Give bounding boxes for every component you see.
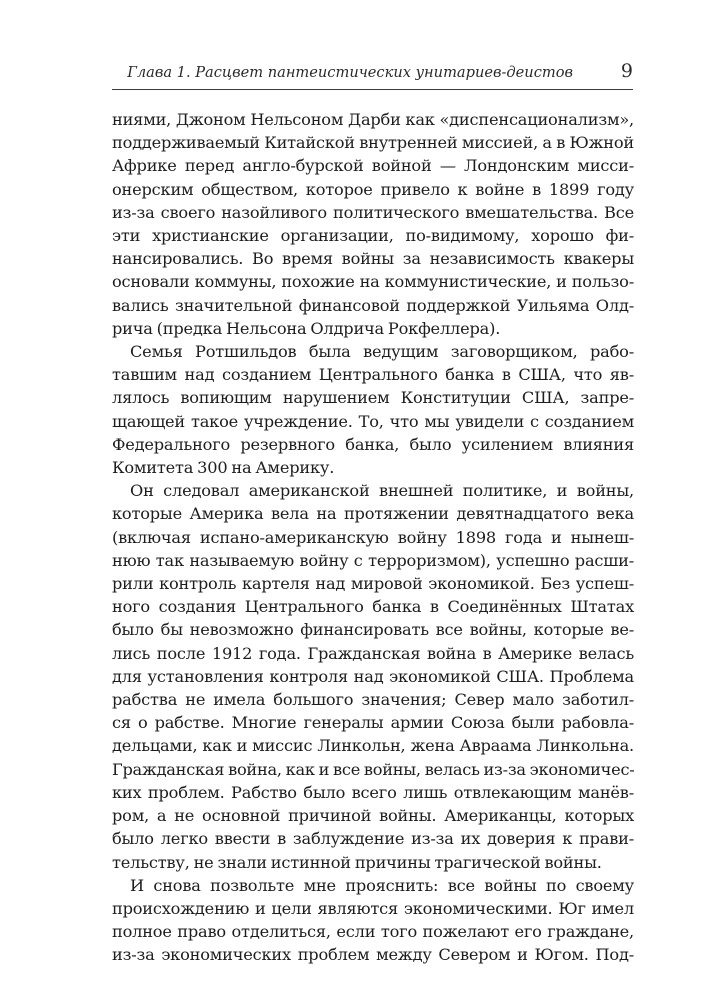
text-line: Комитета 300 на Америку. [112, 458, 335, 478]
text-line: ром, а не основной причиной войны. Американцы, которых [112, 806, 634, 826]
text-line: Гражданская война, как и все войны, велась из-за экономичес- [112, 759, 635, 779]
text-line: из-за своего назойливого политического вмешательства. Все [112, 202, 634, 222]
text-line: рича (предка Нельсона Олдрича Рокфеллера). [112, 318, 501, 338]
text-line: Он следовал американской внешней политике, и войны, [130, 481, 634, 501]
page-number: 9 [620, 60, 633, 82]
text-line: тельству, не знали истинной причины трагической войны. [112, 852, 602, 872]
text-line: рабства не имела большого значения; Север мало заботил- [112, 690, 634, 710]
text-line: Семья Ротшильдов была ведущим заговорщиком, рабо- [130, 342, 634, 362]
body-text [112, 108, 634, 967]
text-line: эти христианские организации, по-видимому, хорошо фи- [112, 226, 634, 246]
text-line: дельцами, как и миссис Линкольн, жена Авраама Линкольна. [112, 736, 634, 756]
paragraph [112, 874, 634, 967]
text-line: (включая испано-американскую войну 1898 года и нынеш- [112, 527, 634, 547]
paragraph [112, 108, 634, 340]
text-line: тавшим над созданием Центрального банка в США, что яв- [112, 365, 634, 385]
paragraph [112, 479, 634, 873]
paragraph [112, 340, 634, 479]
text-line: рили контроль картеля над мировой экономикой. Без успеш- [112, 574, 634, 594]
text-line: Федерального резервного банка, было усилением влияния [112, 434, 634, 454]
text-line: полное право отделиться, если того пожелают его граждане, [112, 922, 634, 942]
header-rule [112, 89, 633, 90]
text-line: Африке перед англо-бурской войной — Лондонским мисси- [112, 156, 634, 176]
text-line: которые Америка вела на протяжении девятнадцатого века [112, 504, 634, 524]
text-line: было легко ввести в заблуждение из-за их доверия к прави- [112, 829, 634, 849]
text-line: ких проблем. Рабство было всего лишь отвлекающим манёв- [112, 782, 634, 802]
text-line: поддерживаемый Китайской внутренней миссией, а в Южной [112, 133, 634, 153]
text-line: происхождению и цели являются экономическими. Юг имел [112, 898, 634, 918]
text-line: лялось вопиющим нарушением Конституции США, запре- [112, 388, 634, 408]
text-line: И снова позвольте мне прояснить: все войны по своему [130, 875, 634, 895]
text-line: было бы невозможно финансировать все войны, которые ве- [112, 620, 634, 640]
text-line: вались значительной финансовой поддержкой Уильяма Олд- [112, 295, 634, 315]
text-line: ниями, Джоном Нельсоном Дарби как «диспенсационализм», [112, 110, 634, 129]
text-line: нансировались. Во время войны за независимость квакеры [112, 249, 634, 269]
text-line: щающей такое учреждение. То, что мы увидели с созданием [112, 411, 634, 431]
text-line: ся о рабстве. Многие генералы армии Союза были рабовла- [112, 713, 634, 733]
text-line: онерским обществом, которое привело к войне в 1899 году [112, 179, 634, 199]
text-line: лись после 1912 года. Гражданская война в Америке велась [112, 643, 634, 663]
text-line: для установления контроля над экономикой США. Проблема [112, 666, 634, 686]
text-line: основали коммуны, похожие на коммунистические, и пользо- [112, 272, 634, 292]
running-title: Глава 1. Расцвет пантеистических унитариев-деистов [127, 64, 573, 81]
text-line: из-за экономических проблем между Севером и Югом. Под- [112, 945, 634, 965]
text-line: нюю так называемую войну с терроризмом), успешно расши- [112, 550, 634, 570]
text-line: ного создания Центрального банка в Соединённых Штатах [112, 597, 634, 617]
running-header [112, 59, 633, 89]
